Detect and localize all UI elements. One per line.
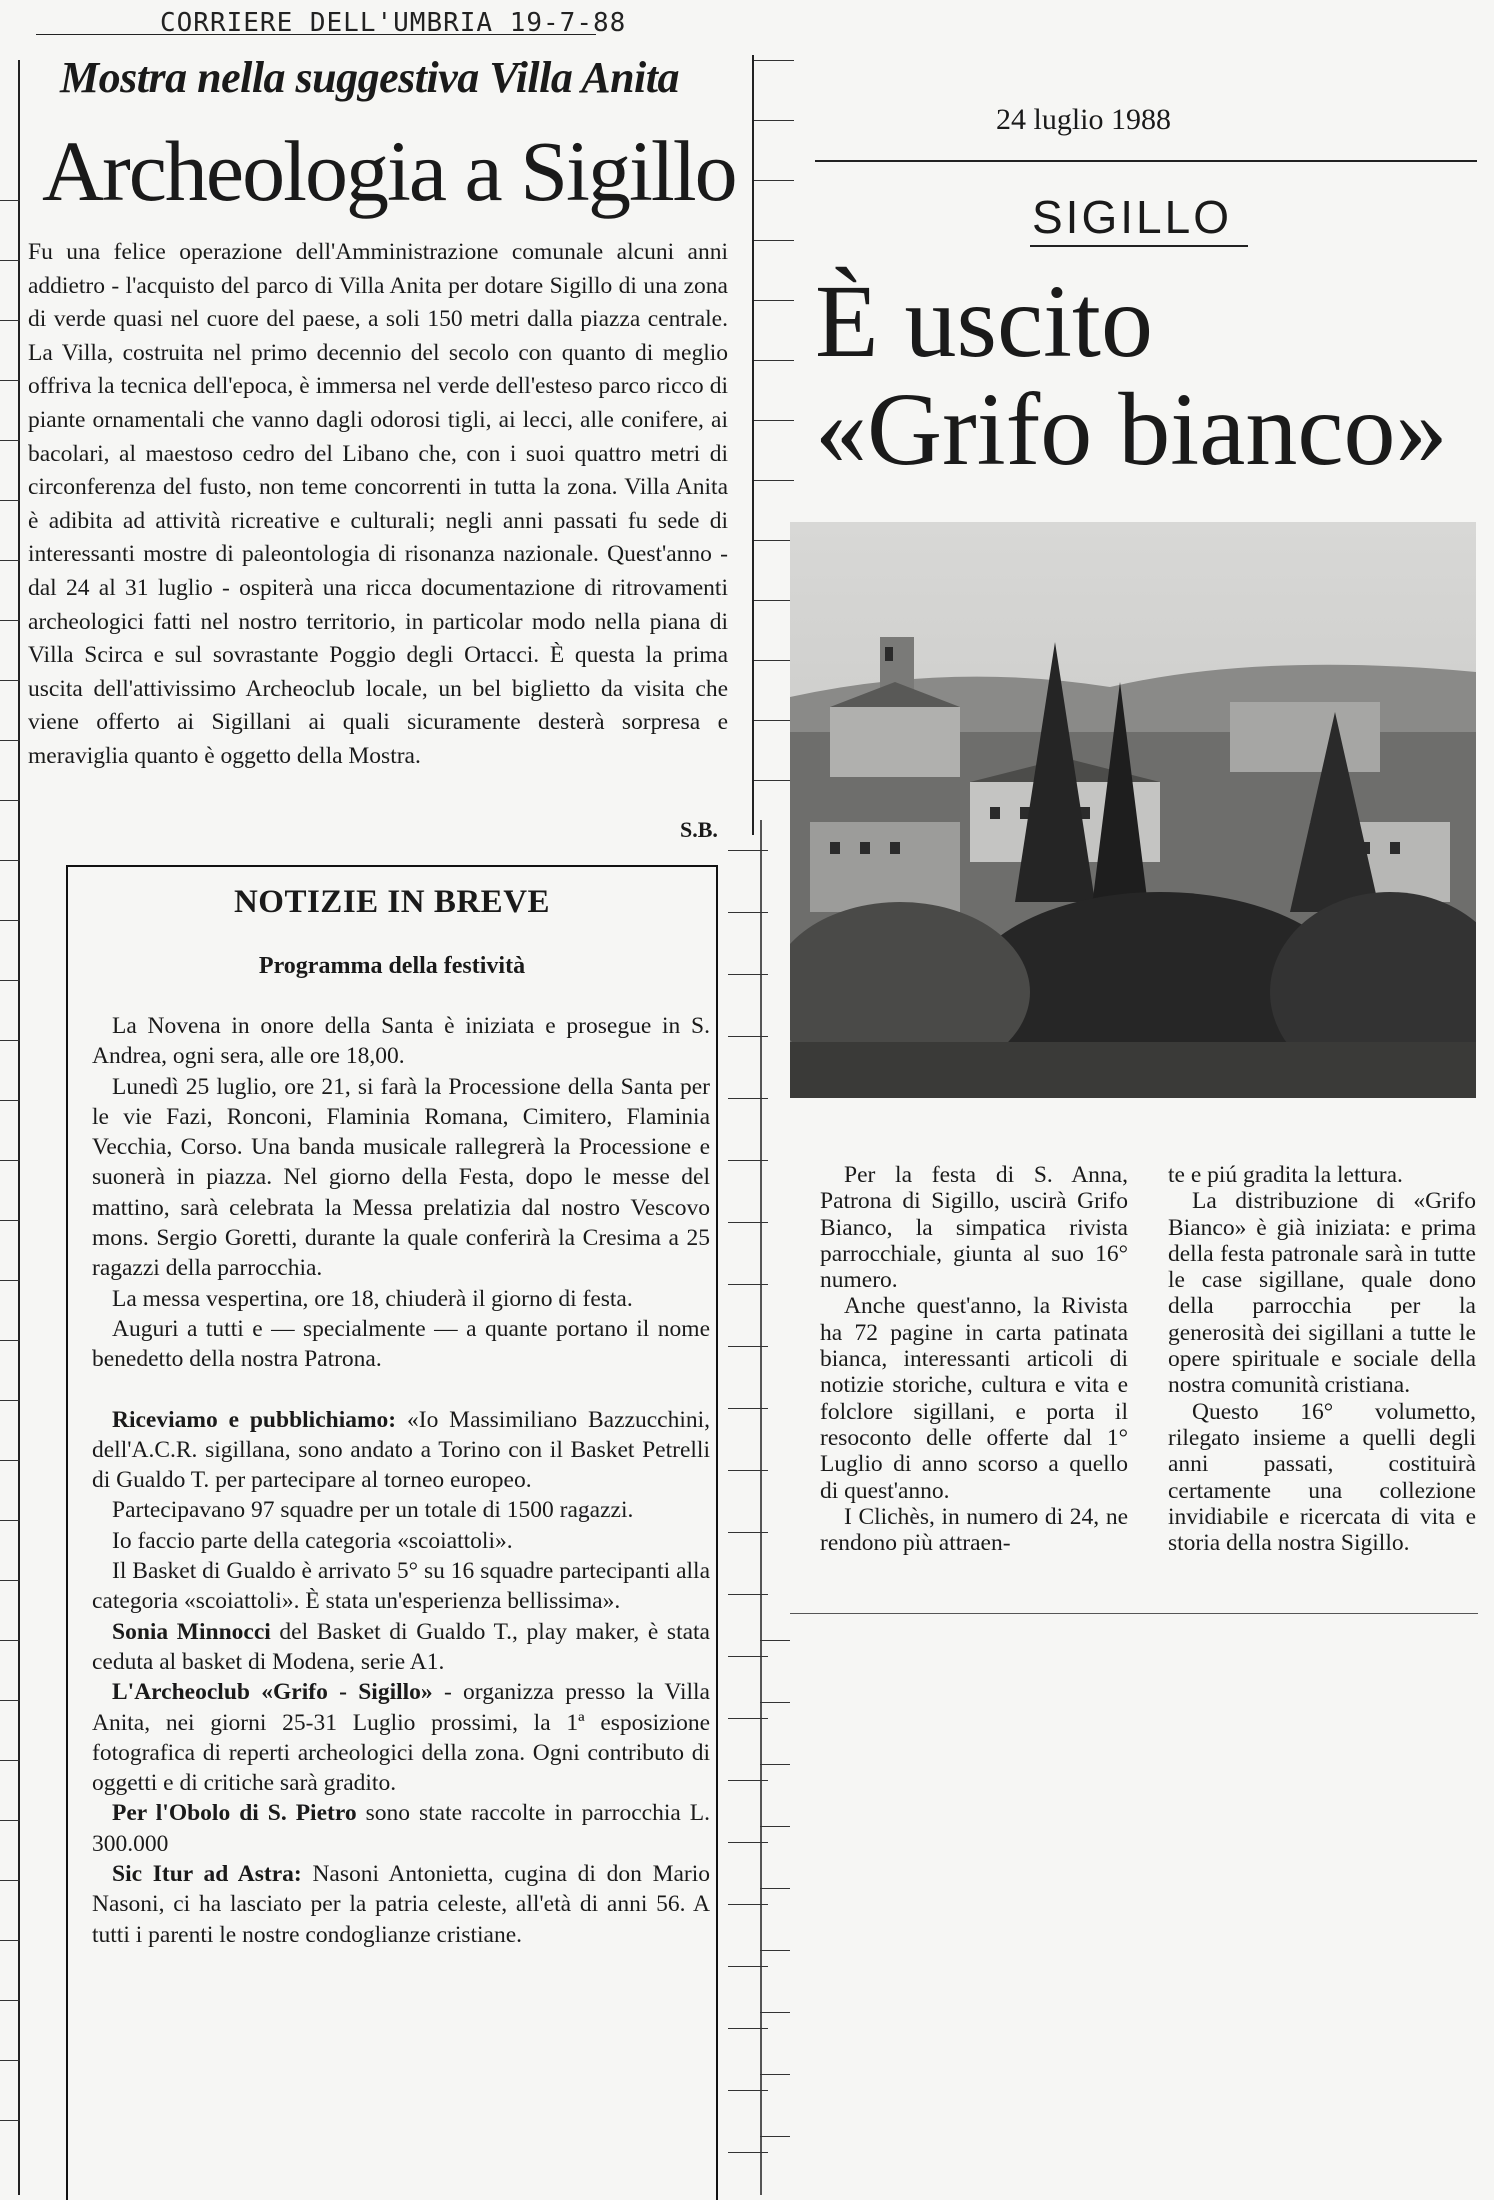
ledger-tick — [760, 1764, 790, 1765]
ledger-tick — [0, 800, 20, 801]
news-item — [92, 1526, 710, 1556]
news-item — [92, 1677, 710, 1798]
ledger-tick — [0, 500, 20, 501]
ledger-tick — [728, 850, 768, 851]
news-item — [92, 1798, 710, 1859]
ledger-tick — [760, 1640, 790, 1641]
handwritten-source-note: CORRIERE DELL'UMBRIA 19-7-88 — [160, 8, 627, 38]
ledger-tick — [728, 1222, 768, 1223]
ledger-tick — [0, 680, 20, 681]
column-paragraph: Per la festa di S. Anna, Patrona di Sigillo, uscirà Grifo Bianco, la simpatica rivista parrocchiale, giunta al suo 16° numero. — [820, 1162, 1128, 1294]
ledger-tick — [728, 1718, 768, 1719]
ledger-tick — [728, 2152, 768, 2153]
ledger-tick — [728, 1036, 768, 1037]
ledger-tick — [754, 60, 794, 61]
town-photo — [790, 522, 1476, 1098]
ledger-tick — [728, 1966, 768, 1967]
column-paragraph: Anche quest'anno, la Rivista ha 72 pagine in carta patinata bianca, interessanti articoli di notizie storiche, cultura e vita e folclore sigillani, e porta il resoconto delle offerte dal 1° Luglio di anno scorso a quello di quest'anno. — [820, 1293, 1128, 1504]
ledger-tick — [728, 2090, 768, 2091]
ledger-tick — [0, 1160, 20, 1161]
ledger-tick — [760, 2012, 790, 2013]
news-item-lead: Sic Itur ad Astra: — [112, 1861, 302, 1888]
article-column-2 — [1168, 1162, 1476, 1556]
ledger-tick — [760, 2136, 790, 2137]
article-kicker: Mostra nella suggestiva Villa Anita — [60, 53, 679, 102]
ledger-tick — [728, 1780, 768, 1781]
bottom-rule-line — [790, 1613, 1478, 1614]
ledger-tick — [0, 920, 20, 921]
ledger-tick — [0, 1700, 20, 1701]
news-item-text: Il Basket di Gualdo è arrivato 5° su 16 squadre partecipanti alla categoria «scoiattoli». È stata un'esperienza bellissima». — [92, 1558, 710, 1615]
ledger-tick — [728, 2028, 768, 2029]
ledger-tick — [0, 440, 20, 441]
ledger-tick — [0, 260, 20, 261]
ledger-tick — [0, 1400, 20, 1401]
ledger-tick — [754, 600, 794, 601]
ledger-tick — [0, 1760, 20, 1761]
ledger-tick — [728, 1904, 768, 1905]
ledger-tick — [754, 240, 794, 241]
column-paragraph: I Clichès, in numero di 24, ne rendono più attraen- — [820, 1503, 1128, 1557]
ledger-tick — [0, 1820, 20, 1821]
ledger-tick — [760, 1888, 790, 1889]
ledger-tick — [754, 480, 794, 481]
ledger-tick — [760, 1702, 790, 1703]
ledger-tick — [728, 1284, 768, 1285]
ledger-tick — [0, 620, 20, 621]
article-column-1 — [820, 1162, 1128, 1556]
ledger-tick — [0, 980, 20, 981]
news-paragraph: La messa vespertina, ore 18, chiuderà il giorno di festa. — [112, 1285, 633, 1312]
ledger-tick — [760, 1950, 790, 1951]
ledger-tick — [754, 300, 794, 301]
ledger-tick — [728, 912, 768, 913]
news-item — [92, 1556, 710, 1617]
ledger-tick — [728, 1470, 768, 1471]
news-item-text: - organizza presso la Villa Anita, nei giorni 25-31 Luglio prossimi, la 1ª esposizione fotografica di reperti archeologici della zona. Ogni contributo di oggetti e di critiche sarà gradito. — [92, 1679, 710, 1797]
right-column-divider-line — [760, 820, 762, 2195]
news-paragraph: Auguri a tutti e — specialmente — a quante portano il nome benedetto della nostra Patrona. — [92, 1315, 710, 1373]
ledger-tick — [728, 1594, 768, 1595]
ledger-tick — [754, 120, 794, 121]
article-body — [28, 236, 728, 774]
news-item-text: Partecipavano 97 squadre per un totale di 1500 ragazzi. — [112, 1497, 634, 1524]
article-headline: Archeologia a Sigillo — [42, 123, 736, 219]
section-underline — [1030, 245, 1248, 247]
ledger-tick — [754, 720, 794, 721]
ledger-tick — [754, 420, 794, 421]
date-rule-line — [815, 160, 1477, 162]
ledger-tick — [0, 1880, 20, 1881]
ledger-tick — [760, 1826, 790, 1827]
column-paragraph: te e piú gradita la lettura. — [1168, 1162, 1403, 1188]
ledger-tick — [754, 660, 794, 661]
ledger-tick — [0, 1640, 20, 1641]
ledger-tick — [0, 200, 20, 201]
ledger-tick — [0, 1340, 20, 1341]
news-item-lead: Riceviamo e pubblichiamo: — [112, 1406, 397, 1433]
news-paragraph: La Novena in onore della Santa è iniziata e prosegue in S. Andrea, ogni sera, alle ore 18,00. — [92, 1013, 710, 1070]
article-signature: S.B. — [680, 817, 718, 842]
ledger-tick — [0, 1220, 20, 1221]
ledger-tick — [754, 180, 794, 181]
ledger-tick — [0, 740, 20, 741]
section-label: SIGILLO — [1032, 191, 1232, 243]
ledger-tick — [0, 2120, 20, 2121]
ledger-tick — [0, 1280, 20, 1281]
news-paragraph: Lunedì 25 luglio, ore 21, si farà la Processione della Santa per le vie Fazi, Ronconi, Flaminia Romana, Cimitero, Flaminia Vecchia, Corso. Una banda musicale rallegrerà la Processione e suonerà in piazza. Nel giorno della Festa, dopo le messe del mattino, sarà celebrata la Messa prelatizia dal nostro Vescovo mons. Sergio Goretti, durante la quale conferirà la Cresima a 25 ragazzi della parrocchia. — [92, 1073, 710, 1282]
ledger-tick — [0, 380, 20, 381]
ledger-tick — [0, 2060, 20, 2061]
ledger-tick — [0, 1460, 20, 1461]
ledger-tick — [0, 320, 20, 321]
ledger-tick — [0, 1040, 20, 1041]
ledger-tick — [760, 2074, 790, 2075]
article-body-text: Fu una felice operazione dell'Amministrazione comunale alcuni anni addietro - l'acquisto del parco di Villa Anita per dotare Sigillo di una zona di verde quasi nel cuore del paese, a soli 150 metri dalla piazza centrale. La Villa, costruita nel primo decennio del secolo con quanto di meglio offriva la tecnica dell'epoca, è immersa nel verde dell'esteso parco ricco di piante ornamentali che vanno dagli odorosi tigli, ai lecci, alle conifere, ai bacolari, al maestoso cedro del Libano che, con i suoi quattro metri di circonferenza del fusto, non teme concorrenti in tutta la zona. Villa Anita è adibita ad attività ricreative e culturali; negli anni passati fu sede di interessanti mostre di paleontologia di risonanza nazionale. Quest'anno - dal 24 al 31 luglio - ospiterà una ricca documentazione di ritrovamenti archeologici fatti nel nostro territorio, in particolar modo nella piana di Villa Scirca e sul sovrastante Poggio degli Ortacci. È questa la prima uscita dell'attivissimo Archeoclub locale, un bel biglietto da visita che viene offerto ai Sigillani ai quali sicuramente desterà sorpresa e meraviglia quanto è oggetto della Mostra. — [28, 239, 728, 769]
ledger-tick — [0, 1940, 20, 1941]
ledger-tick — [0, 560, 20, 561]
ledger-tick — [728, 1098, 768, 1099]
ledger-tick — [0, 1520, 20, 1521]
ledger-tick — [728, 1346, 768, 1347]
news-item-lead: L'Archeoclub «Grifo - Sigillo» — [112, 1679, 433, 1706]
ledger-tick — [728, 1532, 768, 1533]
column-paragraph: Questo 16° volumetto, rilegato insieme a quelli degli anni passati, costituirà certamente una collezione invidiabile e ricercata di vita e storia della nostra Sigillo. — [1168, 1398, 1476, 1557]
news-item-text: sono state raccolte in parrocchia L. 300.000 — [92, 1800, 710, 1857]
article-headline-right — [815, 264, 1448, 487]
news-item — [92, 1859, 710, 1950]
news-item-text: Io faccio parte della categoria «scoiattoli». — [112, 1527, 513, 1554]
ledger-tick — [754, 540, 794, 541]
ledger-tick — [754, 360, 794, 361]
ledger-tick — [0, 860, 20, 861]
headline-line-2: «Grifo bianco» — [815, 372, 1448, 487]
news-item — [92, 1617, 710, 1678]
ledger-tick — [754, 780, 794, 781]
column-divider-line — [752, 55, 754, 835]
ledger-tick — [0, 1580, 20, 1581]
news-item — [92, 1495, 710, 1525]
news-item-lead: Per l'Obolo di S. Pietro — [112, 1800, 357, 1827]
ledger-tick — [728, 1160, 768, 1161]
article-date: 24 luglio 1988 — [996, 103, 1172, 136]
ledger-tick — [0, 2000, 20, 2001]
news-box-title: NOTIZIE IN BREVE — [233, 884, 551, 920]
ledger-tick — [0, 1100, 20, 1101]
ledger-tick — [728, 1408, 768, 1409]
news-item-text: Nasoni Antonietta, cugina di don Mario Nasoni, ci ha lasciato per la patria celeste, all'età di anni 56. A tutti i parenti le nostre condoglianze cristiane. — [92, 1861, 711, 1948]
ledger-tick — [728, 974, 768, 975]
news-item — [92, 1405, 710, 1496]
news-item-lead: Sonia Minnocci — [112, 1618, 271, 1645]
ledger-tick — [728, 1656, 768, 1657]
headline-line-1: È uscito — [815, 264, 1153, 379]
news-box-subtitle: Programma della festività — [258, 953, 526, 979]
news-item-text: del Basket di Gualdo T., play maker, è stata ceduta al basket di Modena, serie A1. — [92, 1618, 710, 1675]
column-paragraph: La distribuzione di «Grifo Bianco» è già iniziata: e prima della festa patronale sarà in tutte le case sigillane, quale dono della parrocchia per la generosità dei sigillani a tutte le opere spirituale e sociale della nostra comunità cristiana. — [1168, 1188, 1476, 1399]
news-item-text: «Io Massimiliano Bazzucchini, dell'A.C.R. sigillana, sono andato a Torino con il Basket Petrelli di Gualdo T. per partecipare al torneo europeo. — [92, 1406, 710, 1494]
ledger-tick — [728, 1842, 768, 1843]
news-box-body — [92, 1011, 710, 1950]
